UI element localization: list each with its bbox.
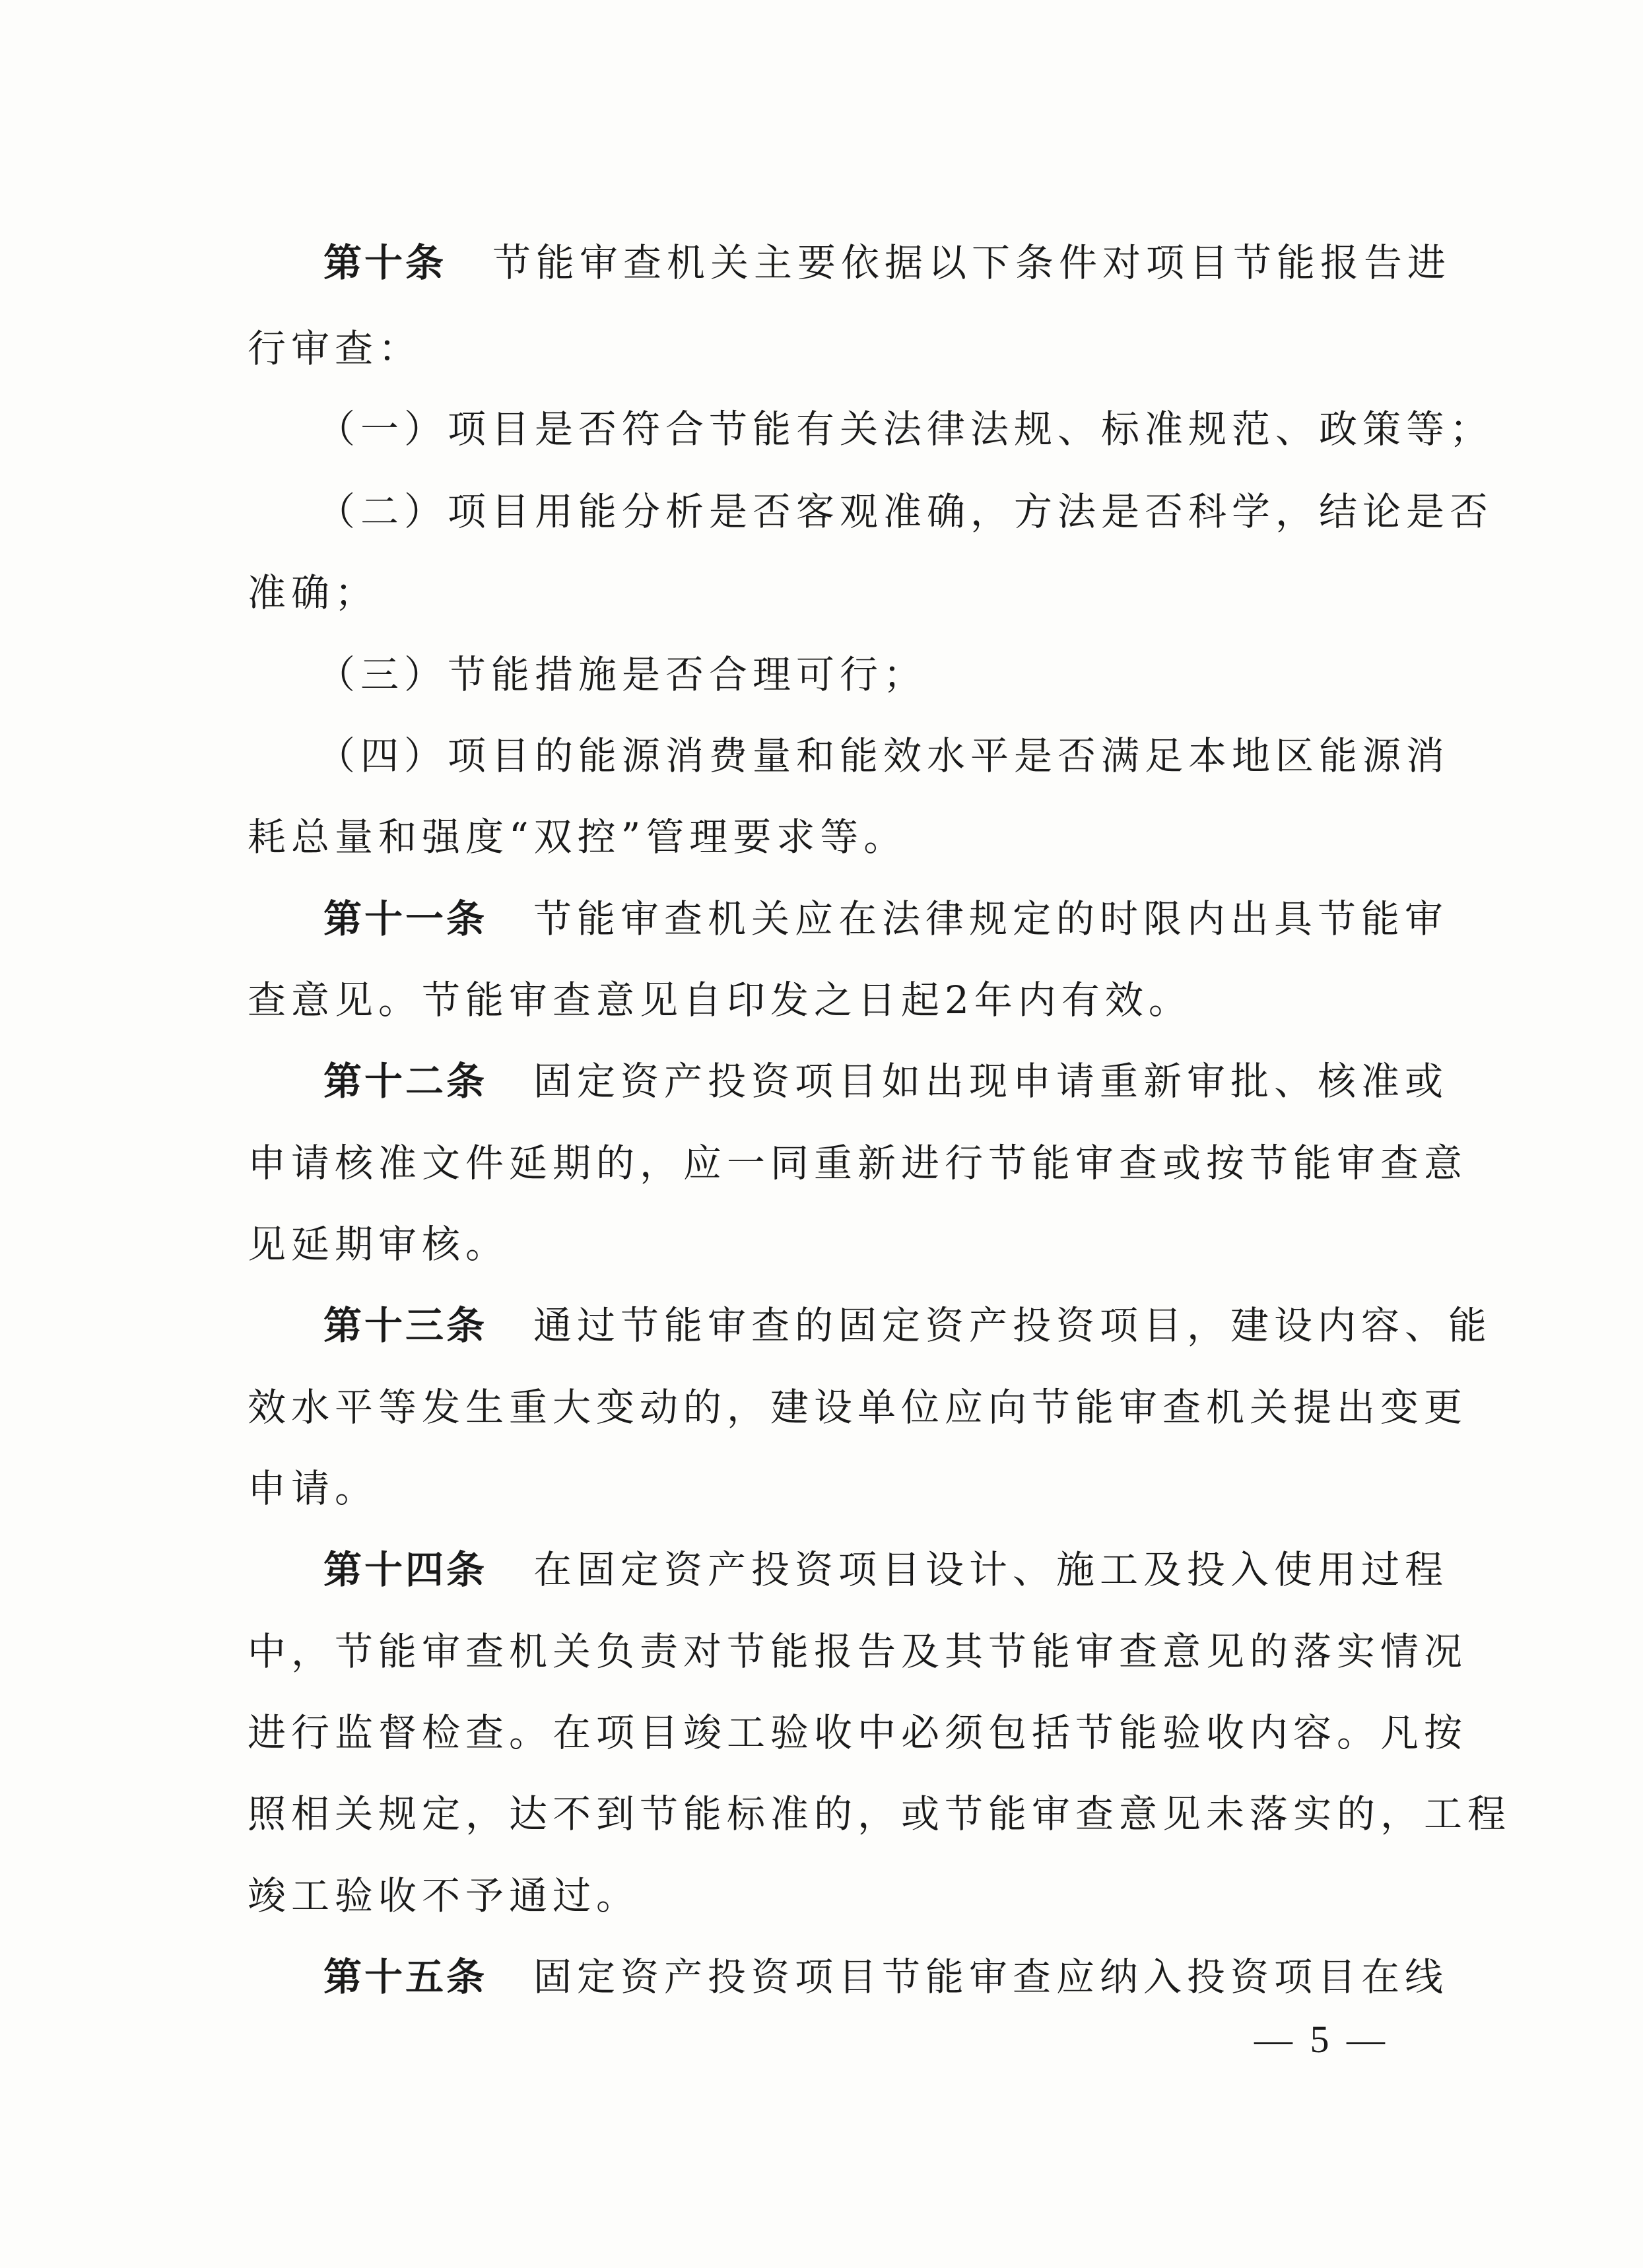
article-12-heading: 第十二条 — [323, 1059, 488, 1104]
article-14-text-1: 在固定资产投资项目设计、施工及投入使用过程 — [533, 1547, 1449, 1592]
article-12-text-1: 固定资产投资项目如出现申请重新审批、核准或 — [533, 1059, 1449, 1104]
article-15-text-1: 固定资产投资项目节能审查应纳入投资项目在线 — [533, 1954, 1449, 1999]
article-10-item-2-cont: 准确； — [248, 570, 379, 615]
article-11-line-1 — [323, 892, 1448, 945]
article-14-line-5: 竣工验收不予通过。 — [248, 1873, 640, 1918]
article-14-line-3: 进行监督检查。在项目竣工验收中必须包括节能验收内容。凡按 — [248, 1710, 1468, 1755]
article-14-line-4: 照相关规定，达不到节能标准的，或节能审查意见未落实的，工程 — [248, 1791, 1512, 1836]
article-13-text-1: 通过节能审查的固定资产投资项目，建设内容、能 — [533, 1303, 1492, 1348]
article-10-line-2: 行审查： — [248, 326, 422, 371]
article-11-line-2: 查意见。节能审查意见自印发之日起2年内有效。 — [248, 978, 1192, 1022]
article-11-text-1: 节能审查机关应在法律规定的时限内出具节能审 — [533, 896, 1449, 941]
article-10-heading: 第十条 — [323, 240, 447, 285]
article-13-heading: 第十三条 — [323, 1303, 488, 1348]
article-10-item-3: （三）节能措施是否合理可行； — [317, 652, 927, 697]
article-13-line-1 — [323, 1299, 1492, 1352]
article-14-line-1 — [323, 1543, 1448, 1596]
page-number: — 5 — — [1254, 2018, 1389, 2061]
article-14-line-2: 中，节能审查机关负责对节能报告及其节能审查意见的落实情况 — [248, 1629, 1468, 1674]
article-13-line-3: 申请。 — [248, 1466, 379, 1511]
article-10-item-2: （二）项目用能分析是否客观准确，方法是否科学，结论是否 — [317, 489, 1494, 534]
article-12-line-2: 申请核准文件延期的，应一同重新进行节能审查或按节能审查意 — [248, 1141, 1468, 1185]
article-10-text-1: 节能审查机关主要依据以下条件对项目节能报告进 — [492, 240, 1452, 285]
article-10-item-4: （四）项目的能源消费量和能效水平是否满足本地区能源消 — [317, 733, 1450, 778]
article-12-line-3: 见延期审核。 — [248, 1222, 510, 1267]
article-10-line-1 — [323, 236, 1451, 289]
article-10-item-1: （一）项目是否符合节能有关法律法规、标准规范、政策等； — [317, 407, 1494, 451]
article-11-heading: 第十一条 — [323, 896, 488, 941]
article-15-heading: 第十五条 — [323, 1954, 488, 1999]
article-13-line-2: 效水平等发生重大变动的，建设单位应向节能审查机关提出变更 — [248, 1385, 1468, 1430]
article-10-item-4-cont: 耗总量和强度“双控”管理要求等。 — [248, 815, 908, 859]
article-15-line-1 — [323, 1951, 1448, 2003]
article-12-line-1 — [323, 1055, 1448, 1108]
article-14-heading: 第十四条 — [323, 1547, 488, 1592]
